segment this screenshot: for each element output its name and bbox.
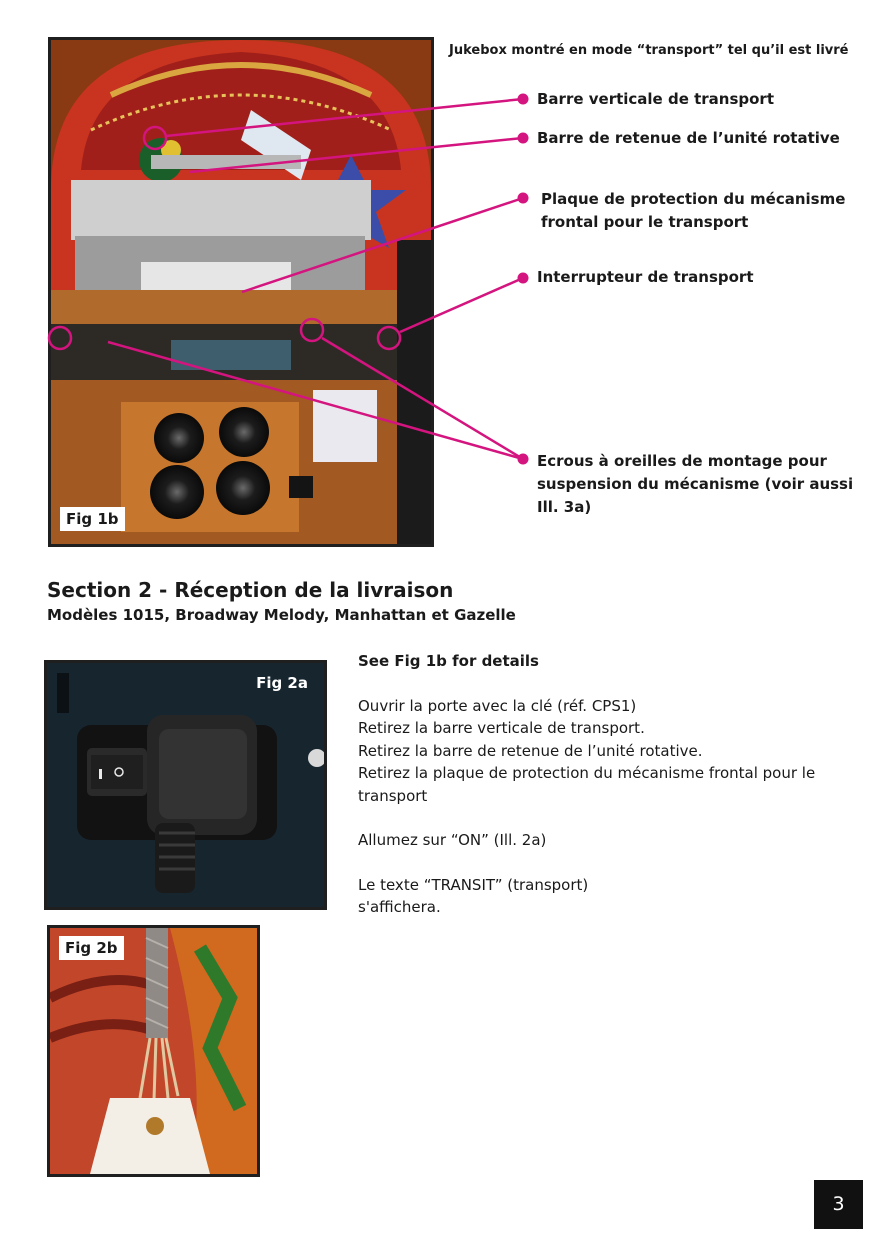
step-remove-protection-plate: Retirez la plaque de protection du mécanisme frontal pour le transport xyxy=(358,764,816,805)
callout-dot-2 xyxy=(518,133,529,144)
callout-dot-4 xyxy=(518,273,529,284)
callout-dot-3 xyxy=(518,193,529,204)
fig-2b-photo xyxy=(47,925,260,1177)
display-text-line-2: s'affichera. xyxy=(358,898,441,916)
step-remove-vertical-bar: Retirez la barre verticale de transport. xyxy=(358,719,645,737)
callout-marker-4 xyxy=(378,327,400,349)
step-open-door: Ouvrir la porte avec la clé (réf. CPS1) xyxy=(358,696,637,715)
fig-1b-caption: Jukebox montré en mode “transport” tel qu’il est livré xyxy=(449,43,849,58)
callout-marker-5b xyxy=(301,319,323,341)
display-text-line-1: Le texte “TRANSIT” (transport) xyxy=(358,875,589,894)
callout-front-mechanism-protection-plate: Plaque de protection du mécanisme frontal pour le transport xyxy=(541,190,846,231)
callout-dot-5 xyxy=(518,454,529,465)
callout-dot-1 xyxy=(518,94,529,105)
power-switch-illustration xyxy=(47,663,324,907)
section-title: Section 2 - Réception de la livraison xyxy=(47,578,454,602)
step-switch-on: Allumez sur “ON” (Ill. 2a) xyxy=(358,831,547,849)
transit-cable-illustration xyxy=(50,928,257,1174)
callout-rotary-unit-retaining-bar: Barre de retenue de l’unité rotative xyxy=(537,129,840,147)
instructions-block xyxy=(358,650,828,919)
section-subtitle: Modèles 1015, Broadway Melody, Manhattan et Gazelle xyxy=(47,606,516,624)
fig-1b-label: Fig 1b xyxy=(60,507,125,531)
callout-vertical-transport-bar: Barre verticale de transport xyxy=(537,90,774,108)
callout-transport-switch: Interrupteur de transport xyxy=(537,268,754,286)
see-details-heading: See Fig 1b for details xyxy=(358,652,539,670)
step-remove-retaining-bar: Retirez la barre de retenue de l’unité rotative. xyxy=(358,741,703,760)
fig-2a-photo xyxy=(44,660,327,910)
fig-2a-label: Fig 2a xyxy=(256,674,308,692)
fig-2b-label: Fig 2b xyxy=(59,936,124,960)
page-number: 3 xyxy=(814,1180,863,1229)
callout-marker-5a xyxy=(49,327,71,349)
callout-wing-nuts: Ecrous à oreilles de montage pour suspension du mécanisme (voir aussi Ill. 3a) xyxy=(537,452,854,516)
callout-marker-1 xyxy=(144,127,166,149)
